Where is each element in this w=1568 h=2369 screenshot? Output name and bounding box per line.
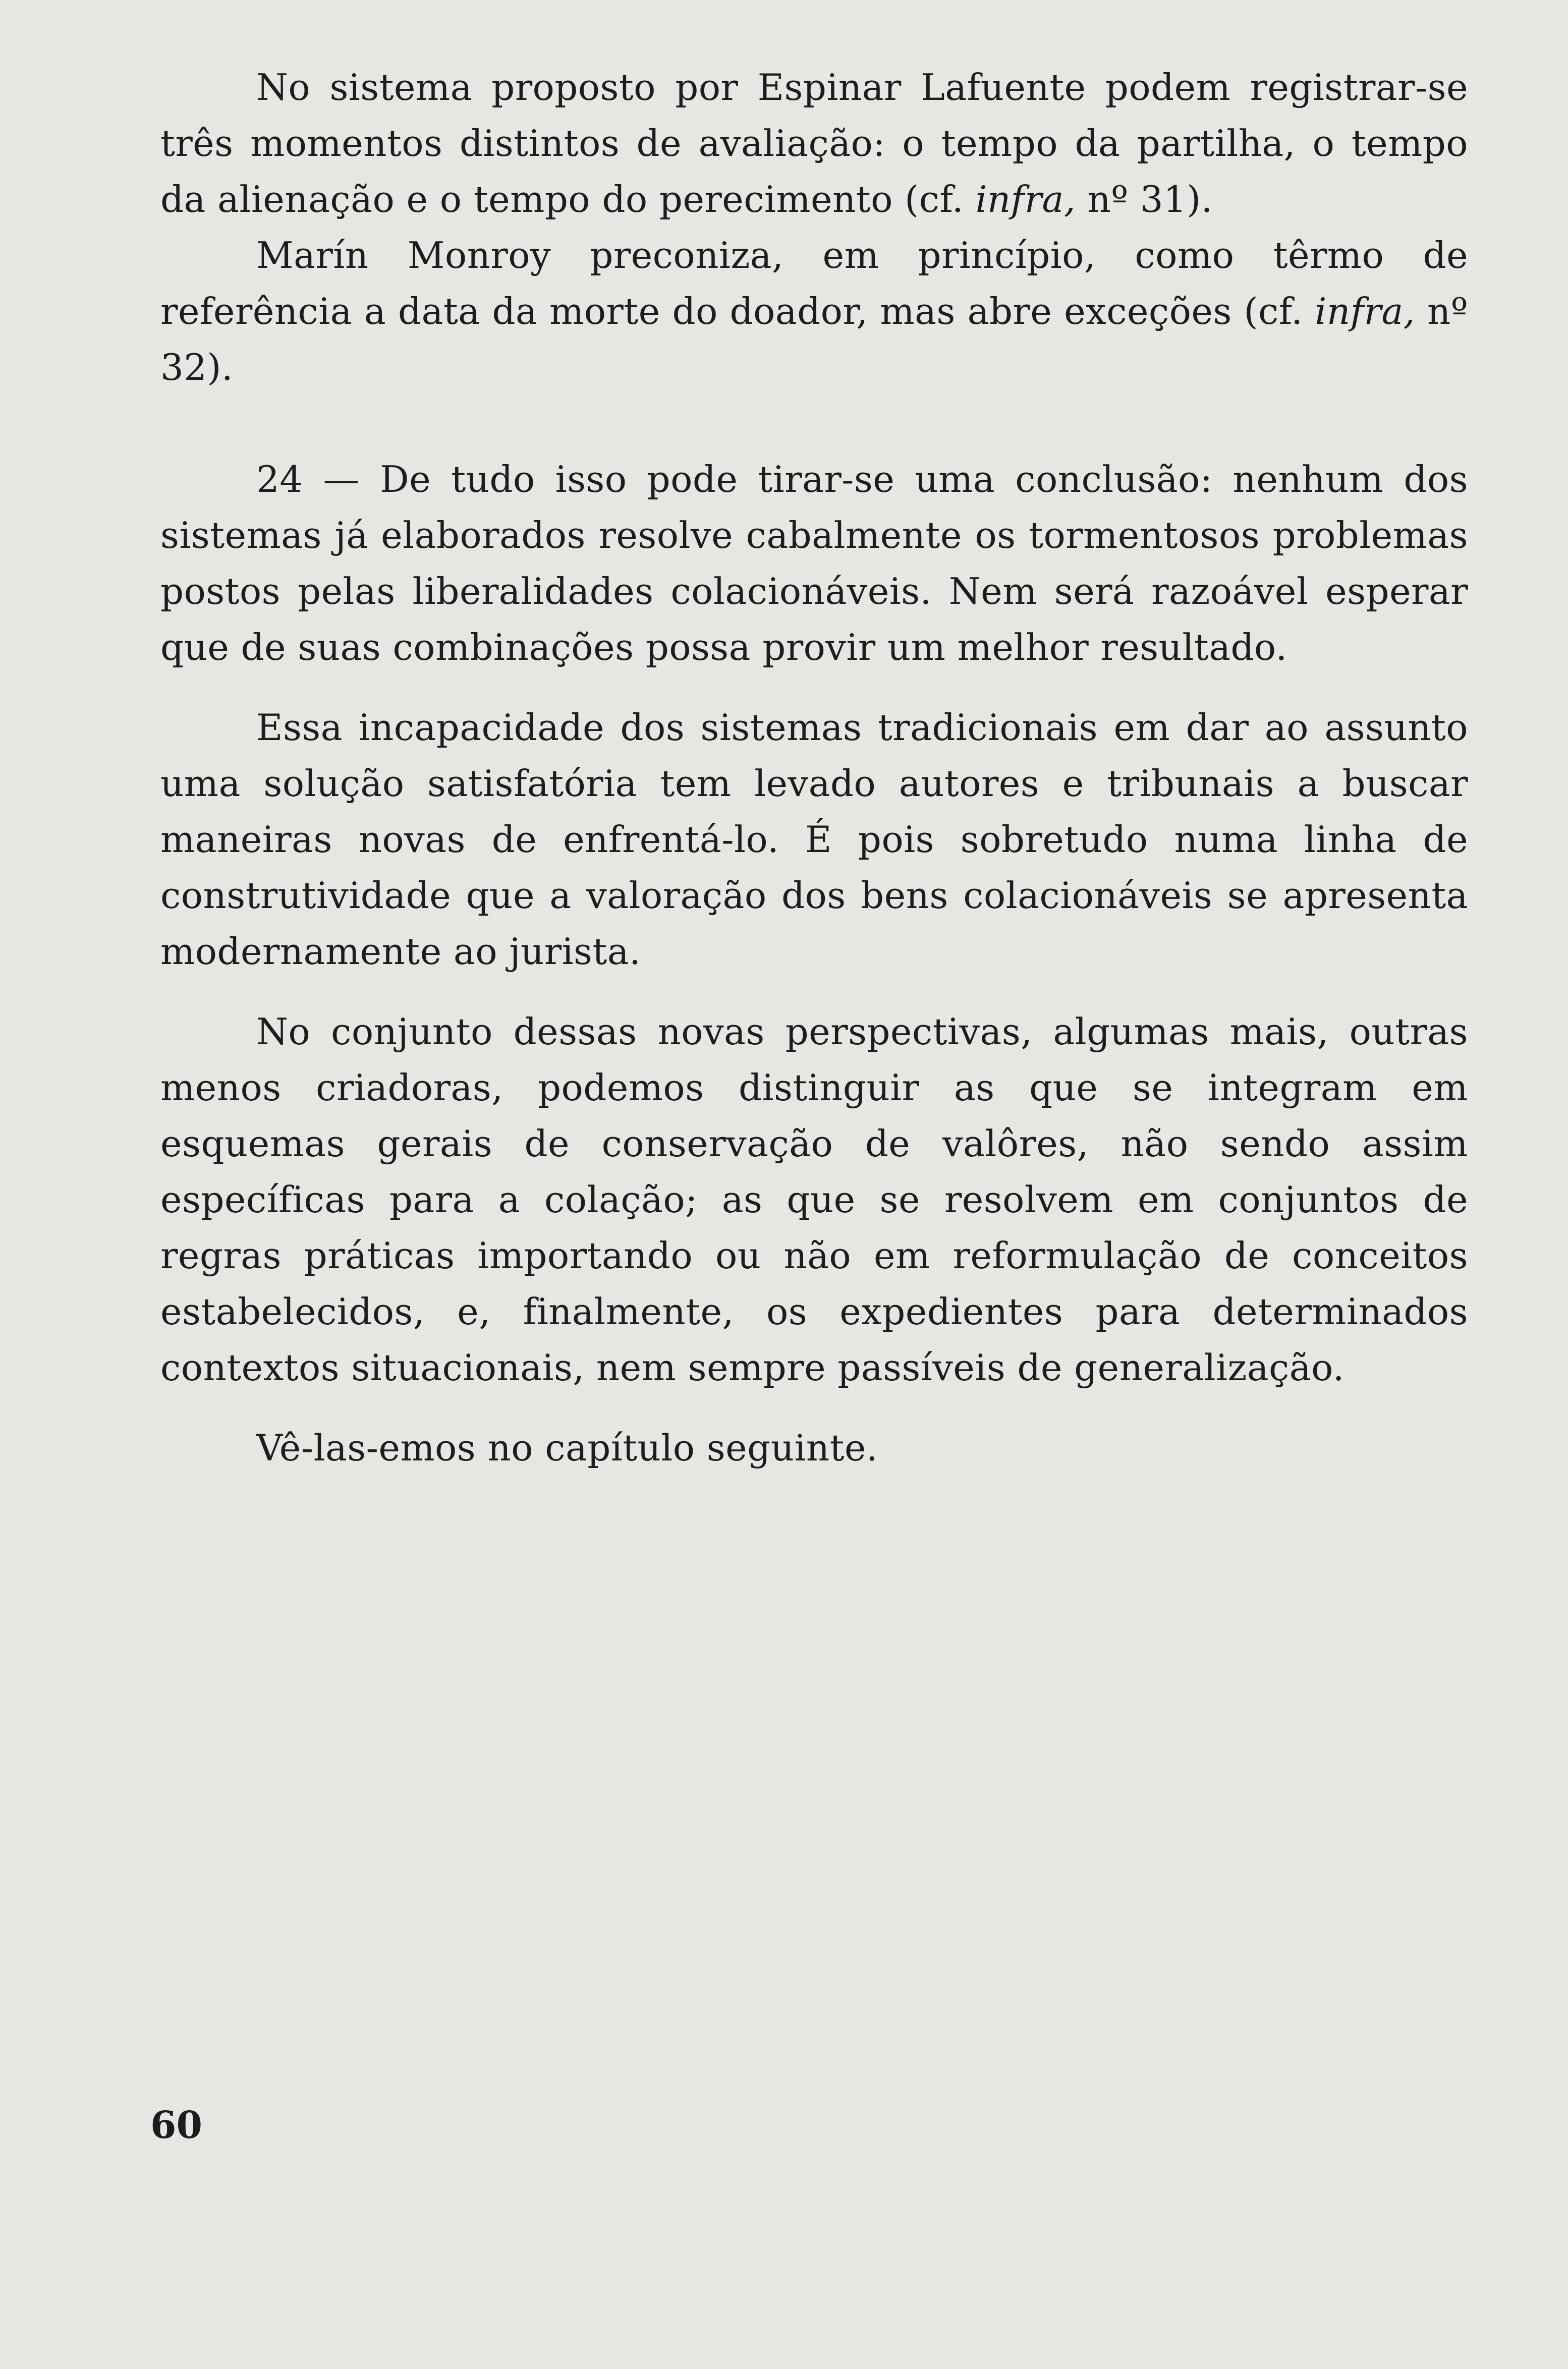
paragraph-section-24: 24 — De tudo isso pode tirar-se uma conclusão: nenhum dos sistemas já elaborados resolve cabalmente os tormentosos problemas postos pelas liberalidades colacionáveis. Nem será razoável esperar que de suas combinações possa provir um melhor resultado. xyxy=(160,458,1468,668)
page-number: 60 xyxy=(150,2104,202,2147)
paragraph-marin-monroy xyxy=(160,228,1468,396)
cross-reference-infra: infra, xyxy=(975,178,1076,220)
paragraph-text: No sistema proposto por Espinar Lafuente podem registrar-se três momentos distintos de avaliação: o tempo da partilha, o tempo da alienação e o tempo do perecimento (cf. xyxy=(160,66,1468,220)
cross-reference-infra: infra, xyxy=(1315,290,1416,332)
paragraph-text: nº 32). xyxy=(160,290,1468,388)
paragraph-capitulo-seguinte: Vê-las-emos no capítulo seguinte. xyxy=(256,1427,878,1469)
paragraph-espinar-lafuente xyxy=(160,60,1468,228)
body-text xyxy=(160,60,1468,1476)
paragraph-text: nº 31). xyxy=(1076,178,1213,220)
paragraph-incapacidade: Essa incapacidade dos sistemas tradicionais em dar ao assunto uma solução satisfatória tem levado autores e tribunais a buscar maneiras novas de enfrentá-lo. É pois sobretudo numa linha de construtividade que a valoração dos bens colacionáveis se apresenta modernamente ao jurista. xyxy=(160,706,1468,973)
paragraph-novas-perspectivas: No conjunto dessas novas perspectivas, algumas mais, outras menos criadoras, podemos distinguir as que se integram em esquemas gerais de conservação de valôres, não sendo assim específicas para a colação; as que se resolvem em conjuntos de regras práticas importando ou não em reformulação de conceitos estabelecidos, e, finalmente, os expedientes para determinados contextos situacionais, nem sempre passíveis de generalização. xyxy=(160,1010,1468,1389)
paragraph-text: Marín Monroy preconiza, em princípio, como têrmo de referência a data da morte do doador, mas abre exceções (cf. xyxy=(160,234,1468,332)
